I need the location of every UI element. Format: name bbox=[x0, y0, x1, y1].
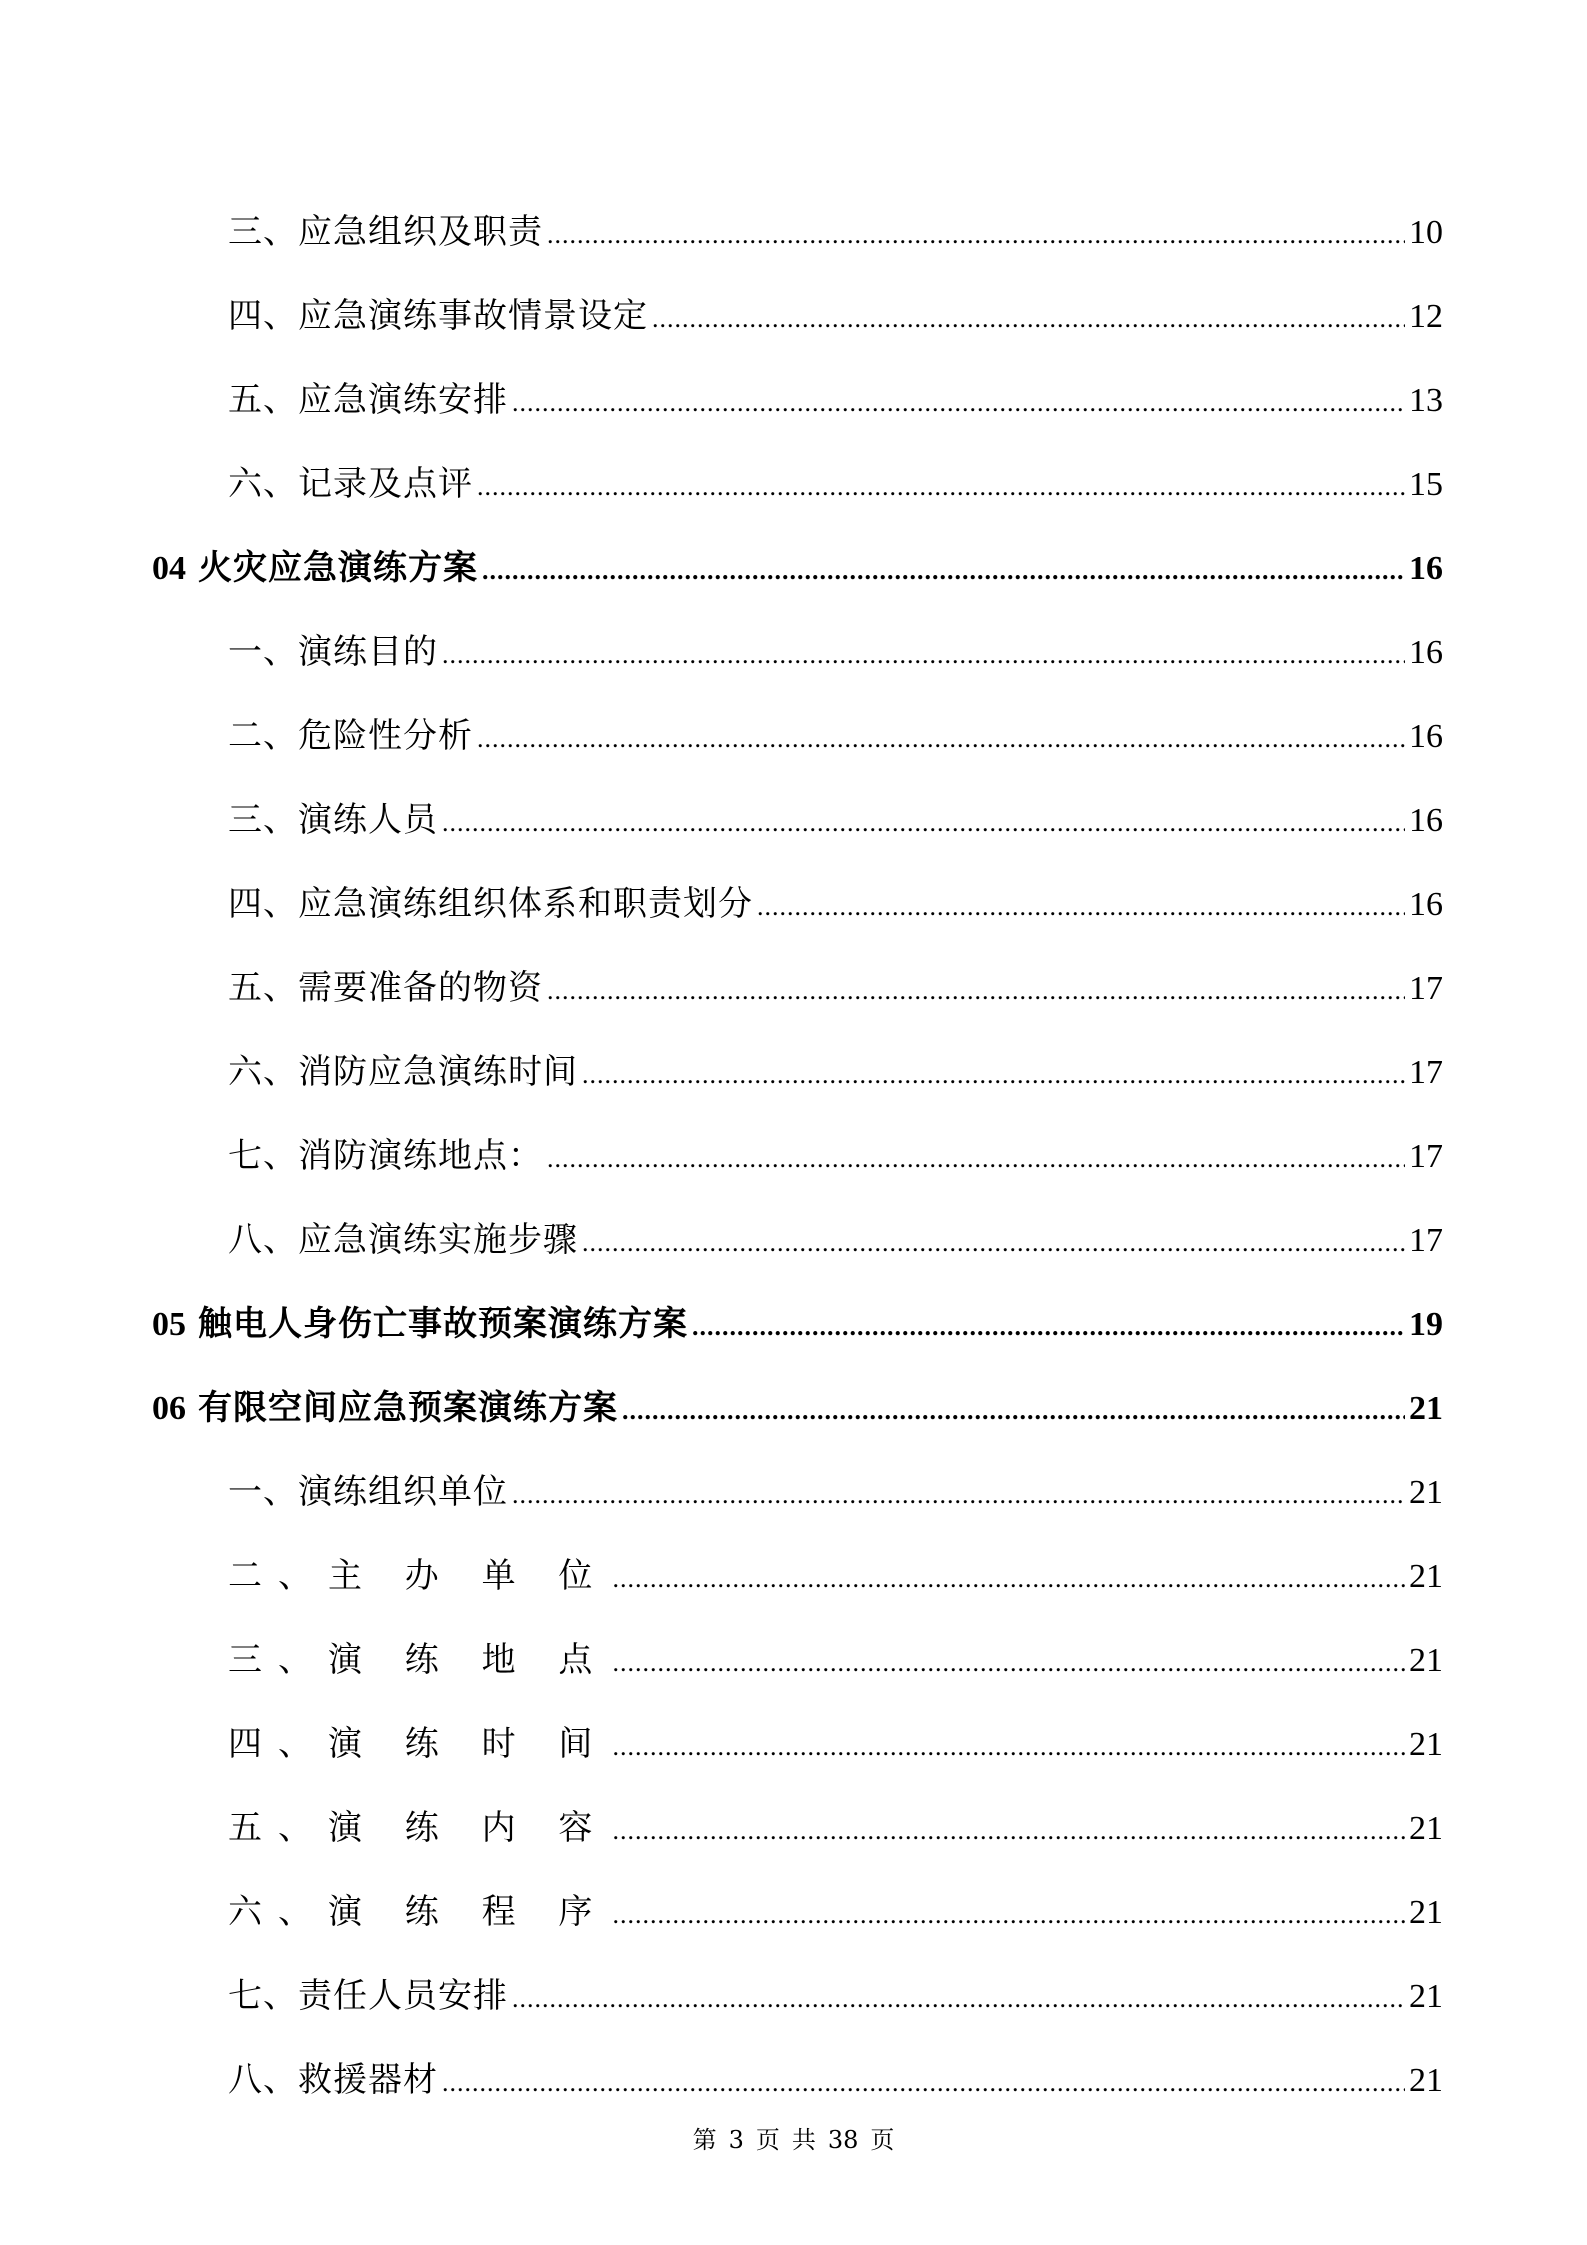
toc-entry-page: 21 bbox=[1409, 1390, 1443, 1427]
toc-entry-page: 17 bbox=[1409, 1222, 1443, 1259]
toc-entry-title: 五、需要准备的物资 bbox=[228, 968, 543, 1008]
toc-entry-page: 16 bbox=[1409, 718, 1443, 755]
toc-leader-dots bbox=[512, 375, 1405, 431]
toc-entry-page: 21 bbox=[1409, 1978, 1443, 2015]
toc-entry-title: 三、演 练 地 点 bbox=[228, 1640, 609, 1680]
toc-chapter-entry[interactable] bbox=[152, 540, 1443, 596]
toc-entry-page: 21 bbox=[1409, 1474, 1443, 1511]
toc-entry-title: 一、演练组织单位 bbox=[228, 1472, 508, 1512]
toc-entry-page: 17 bbox=[1409, 970, 1443, 1007]
toc-entry-title: 四、应急演练组织体系和职责划分 bbox=[228, 884, 753, 924]
toc-entry[interactable] bbox=[228, 708, 1443, 764]
toc-leader-dots bbox=[612, 1551, 1405, 1607]
toc-entry[interactable] bbox=[228, 624, 1443, 680]
toc-entry-page: 21 bbox=[1409, 1726, 1443, 1763]
toc-entry[interactable] bbox=[228, 1128, 1443, 1184]
toc-entry[interactable] bbox=[228, 1884, 1443, 1940]
toc-entry-title: 三、应急组织及职责 bbox=[228, 212, 543, 252]
toc-entry[interactable] bbox=[228, 1548, 1443, 1604]
toc-entry-title: 火灾应急演练方案 bbox=[198, 548, 478, 588]
toc-entry-title: 二、主 办 单 位 bbox=[228, 1556, 609, 1596]
toc-entry-page: 17 bbox=[1409, 1054, 1443, 1091]
toc-entry-page: 21 bbox=[1409, 2062, 1443, 2099]
toc-entry-title: 四、演 练 时 间 bbox=[228, 1724, 609, 1764]
toc-leader-dots bbox=[477, 711, 1405, 767]
toc-entry-title: 八、应急演练实施步骤 bbox=[228, 1220, 578, 1260]
toc-entry-title: 六、演 练 程 序 bbox=[228, 1892, 609, 1932]
toc-entry[interactable] bbox=[228, 1632, 1443, 1688]
toc-entry[interactable] bbox=[228, 1464, 1443, 1520]
toc-entry-title: 三、演练人员 bbox=[228, 800, 438, 840]
toc-leader-dots bbox=[612, 1719, 1405, 1775]
toc-entry[interactable] bbox=[228, 1044, 1443, 1100]
toc-entry[interactable] bbox=[228, 372, 1443, 428]
page-footer bbox=[0, 2120, 1587, 2155]
footer-total-unit: 页 bbox=[870, 2126, 895, 2154]
toc-entry-title: 四、应急演练事故情景设定 bbox=[228, 296, 648, 336]
toc-entry[interactable] bbox=[228, 876, 1443, 932]
toc-entry-title: 五、应急演练安排 bbox=[228, 380, 508, 420]
toc-leader-dots bbox=[622, 1383, 1405, 1439]
toc-entry-page: 10 bbox=[1409, 214, 1443, 251]
toc-entry[interactable] bbox=[228, 288, 1443, 344]
toc-entry-title: 五、演 练 内 容 bbox=[228, 1808, 609, 1848]
toc-chapter-number: 04 bbox=[152, 550, 186, 587]
toc-entry-page: 17 bbox=[1409, 1138, 1443, 1175]
toc-chapter-number: 06 bbox=[152, 1390, 186, 1427]
toc-leader-dots bbox=[482, 543, 1405, 599]
toc-entry[interactable] bbox=[228, 960, 1443, 1016]
toc-chapter-entry[interactable] bbox=[152, 1296, 1443, 1352]
footer-page-unit: 页 bbox=[755, 2126, 780, 2154]
toc-entry[interactable] bbox=[228, 792, 1443, 848]
toc-entry[interactable] bbox=[228, 456, 1443, 512]
toc-leader-dots bbox=[442, 2055, 1405, 2111]
toc-entry-page: 16 bbox=[1409, 550, 1443, 587]
toc-entry-page: 21 bbox=[1409, 1642, 1443, 1679]
toc-entry[interactable] bbox=[228, 1800, 1443, 1856]
toc-leader-dots bbox=[512, 1971, 1405, 2027]
toc-leader-dots bbox=[442, 627, 1405, 683]
toc-entry-page: 21 bbox=[1409, 1558, 1443, 1595]
toc-entry[interactable] bbox=[228, 1716, 1443, 1772]
toc-leader-dots bbox=[442, 795, 1405, 851]
toc-leader-dots bbox=[612, 1887, 1405, 1943]
toc-entry[interactable] bbox=[228, 204, 1443, 260]
toc-leader-dots bbox=[612, 1803, 1405, 1859]
toc-leader-dots bbox=[582, 1215, 1405, 1271]
toc-entry-page: 21 bbox=[1409, 1810, 1443, 1847]
toc-chapter-entry[interactable] bbox=[152, 1380, 1443, 1436]
toc-entry-title: 七、责任人员安排 bbox=[228, 1976, 508, 2016]
toc-entry-title: 六、消防应急演练时间 bbox=[228, 1052, 578, 1092]
toc-entry-page: 21 bbox=[1409, 1894, 1443, 1931]
toc-entry-page: 16 bbox=[1409, 802, 1443, 839]
toc-leader-dots bbox=[652, 291, 1405, 347]
toc-entry-title: 有限空间应急预案演练方案 bbox=[198, 1388, 618, 1428]
footer-page-label: 第 bbox=[692, 2126, 717, 2154]
toc-entry-page: 19 bbox=[1409, 1306, 1443, 1343]
toc-entry-page: 13 bbox=[1409, 382, 1443, 419]
toc-leader-dots bbox=[612, 1635, 1405, 1691]
toc-entry[interactable] bbox=[228, 1968, 1443, 2024]
toc-entry-title: 八、救援器材 bbox=[228, 2060, 438, 2100]
toc-entry-page: 16 bbox=[1409, 634, 1443, 671]
toc-entry-page: 15 bbox=[1409, 466, 1443, 503]
toc-entry-title: 一、演练目的 bbox=[228, 632, 438, 672]
toc-entry-page: 12 bbox=[1409, 298, 1443, 335]
toc-entry[interactable] bbox=[228, 1212, 1443, 1268]
toc-leader-dots bbox=[757, 879, 1405, 935]
toc-leader-dots bbox=[582, 1047, 1405, 1103]
footer-total-label: 共 bbox=[791, 2126, 816, 2154]
toc-leader-dots bbox=[477, 459, 1405, 515]
toc-leader-dots bbox=[547, 207, 1405, 263]
toc-entry-title: 二、危险性分析 bbox=[228, 716, 473, 756]
toc-entry-page: 16 bbox=[1409, 886, 1443, 923]
footer-total-pages: 38 bbox=[827, 2126, 859, 2154]
toc-entry[interactable] bbox=[228, 2052, 1443, 2108]
toc-leader-dots bbox=[512, 1467, 1405, 1523]
toc-leader-dots bbox=[547, 1131, 1405, 1187]
toc-leader-dots bbox=[547, 963, 1405, 1019]
toc-chapter-number: 05 bbox=[152, 1306, 186, 1343]
toc-leader-dots bbox=[692, 1299, 1405, 1355]
footer-current-page: 3 bbox=[728, 2126, 744, 2154]
toc-entry-title: 触电人身伤亡事故预案演练方案 bbox=[198, 1304, 688, 1344]
toc-entry-title: 六、记录及点评 bbox=[228, 464, 473, 504]
toc-entry-title: 七、消防演练地点： bbox=[228, 1136, 543, 1176]
